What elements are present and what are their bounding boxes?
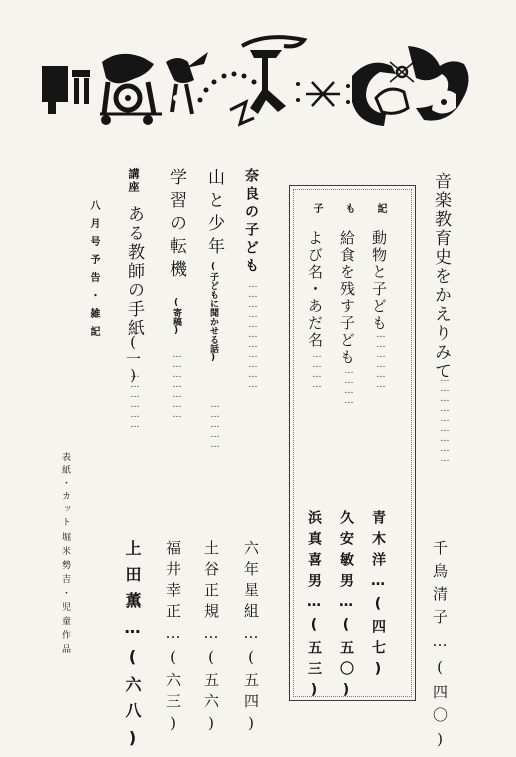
toc-entry-title[interactable]: 動物と子ども [370, 230, 388, 332]
toc-leader: ……………… [130, 370, 140, 430]
toc-leader: ………………… [172, 350, 182, 420]
toc-entry-title[interactable]: 山と少年 [204, 168, 224, 260]
toc-entry-number: (一) [124, 333, 142, 384]
toc-leader: …………………………… [248, 280, 258, 390]
toc-leader: ……………………… [440, 374, 450, 464]
toc-entry-author: 千鳥清子…(四〇) [431, 540, 449, 756]
toc-entry-label: 子 [311, 203, 322, 215]
toc-leader: …………… [210, 400, 220, 450]
toc-entry-author: 久安敏男…(五〇) [338, 510, 354, 705]
toc-entry-author: 浜真喜男…(五三) [306, 510, 322, 705]
toc-entry-note: (子どもに聞かせる話) [208, 262, 218, 363]
toc-entry-title[interactable]: 学習の転機 [166, 168, 186, 283]
toc-leader: ……………… [376, 330, 386, 390]
toc-leader: ………… [344, 366, 354, 406]
illustration-icon [36, 28, 482, 140]
toc-entry-title[interactable]: 奈良の子ども [243, 168, 259, 276]
toc-entry-note: (寄稿) [171, 298, 181, 336]
toc-entry-author: 上田薫…(六八) [123, 540, 142, 757]
toc-entry-label: 講座 [127, 168, 140, 194]
toc-entry-author: 青木洋…(四七) [370, 510, 386, 684]
toc-entry-label: 記 [375, 203, 386, 215]
toc-leader: ………… [312, 350, 322, 390]
toc-entry-label: も [343, 203, 354, 215]
toc-entry-title[interactable]: 給食を残す子ども [338, 230, 356, 366]
next-issue-notice[interactable]: 八月号予告・雑記 [88, 200, 99, 344]
toc-entry-title[interactable]: ある教師の手紙 [124, 205, 144, 338]
artist-credit: 堀米勢吉・児童作品 [60, 532, 70, 658]
toc-entry-title[interactable]: 音楽教育史をかえりみて [431, 172, 451, 381]
toc-entry-title[interactable]: よび名・あだ名 [306, 230, 324, 349]
toc-entry-author: 六年星組…(五四) [242, 540, 260, 738]
toc-entry-author: 福井幸正…(六三) [164, 540, 182, 738]
cover-credit: 表紙・カット [60, 452, 70, 530]
toc-entry-author: 土谷正規…(五六) [202, 540, 220, 738]
